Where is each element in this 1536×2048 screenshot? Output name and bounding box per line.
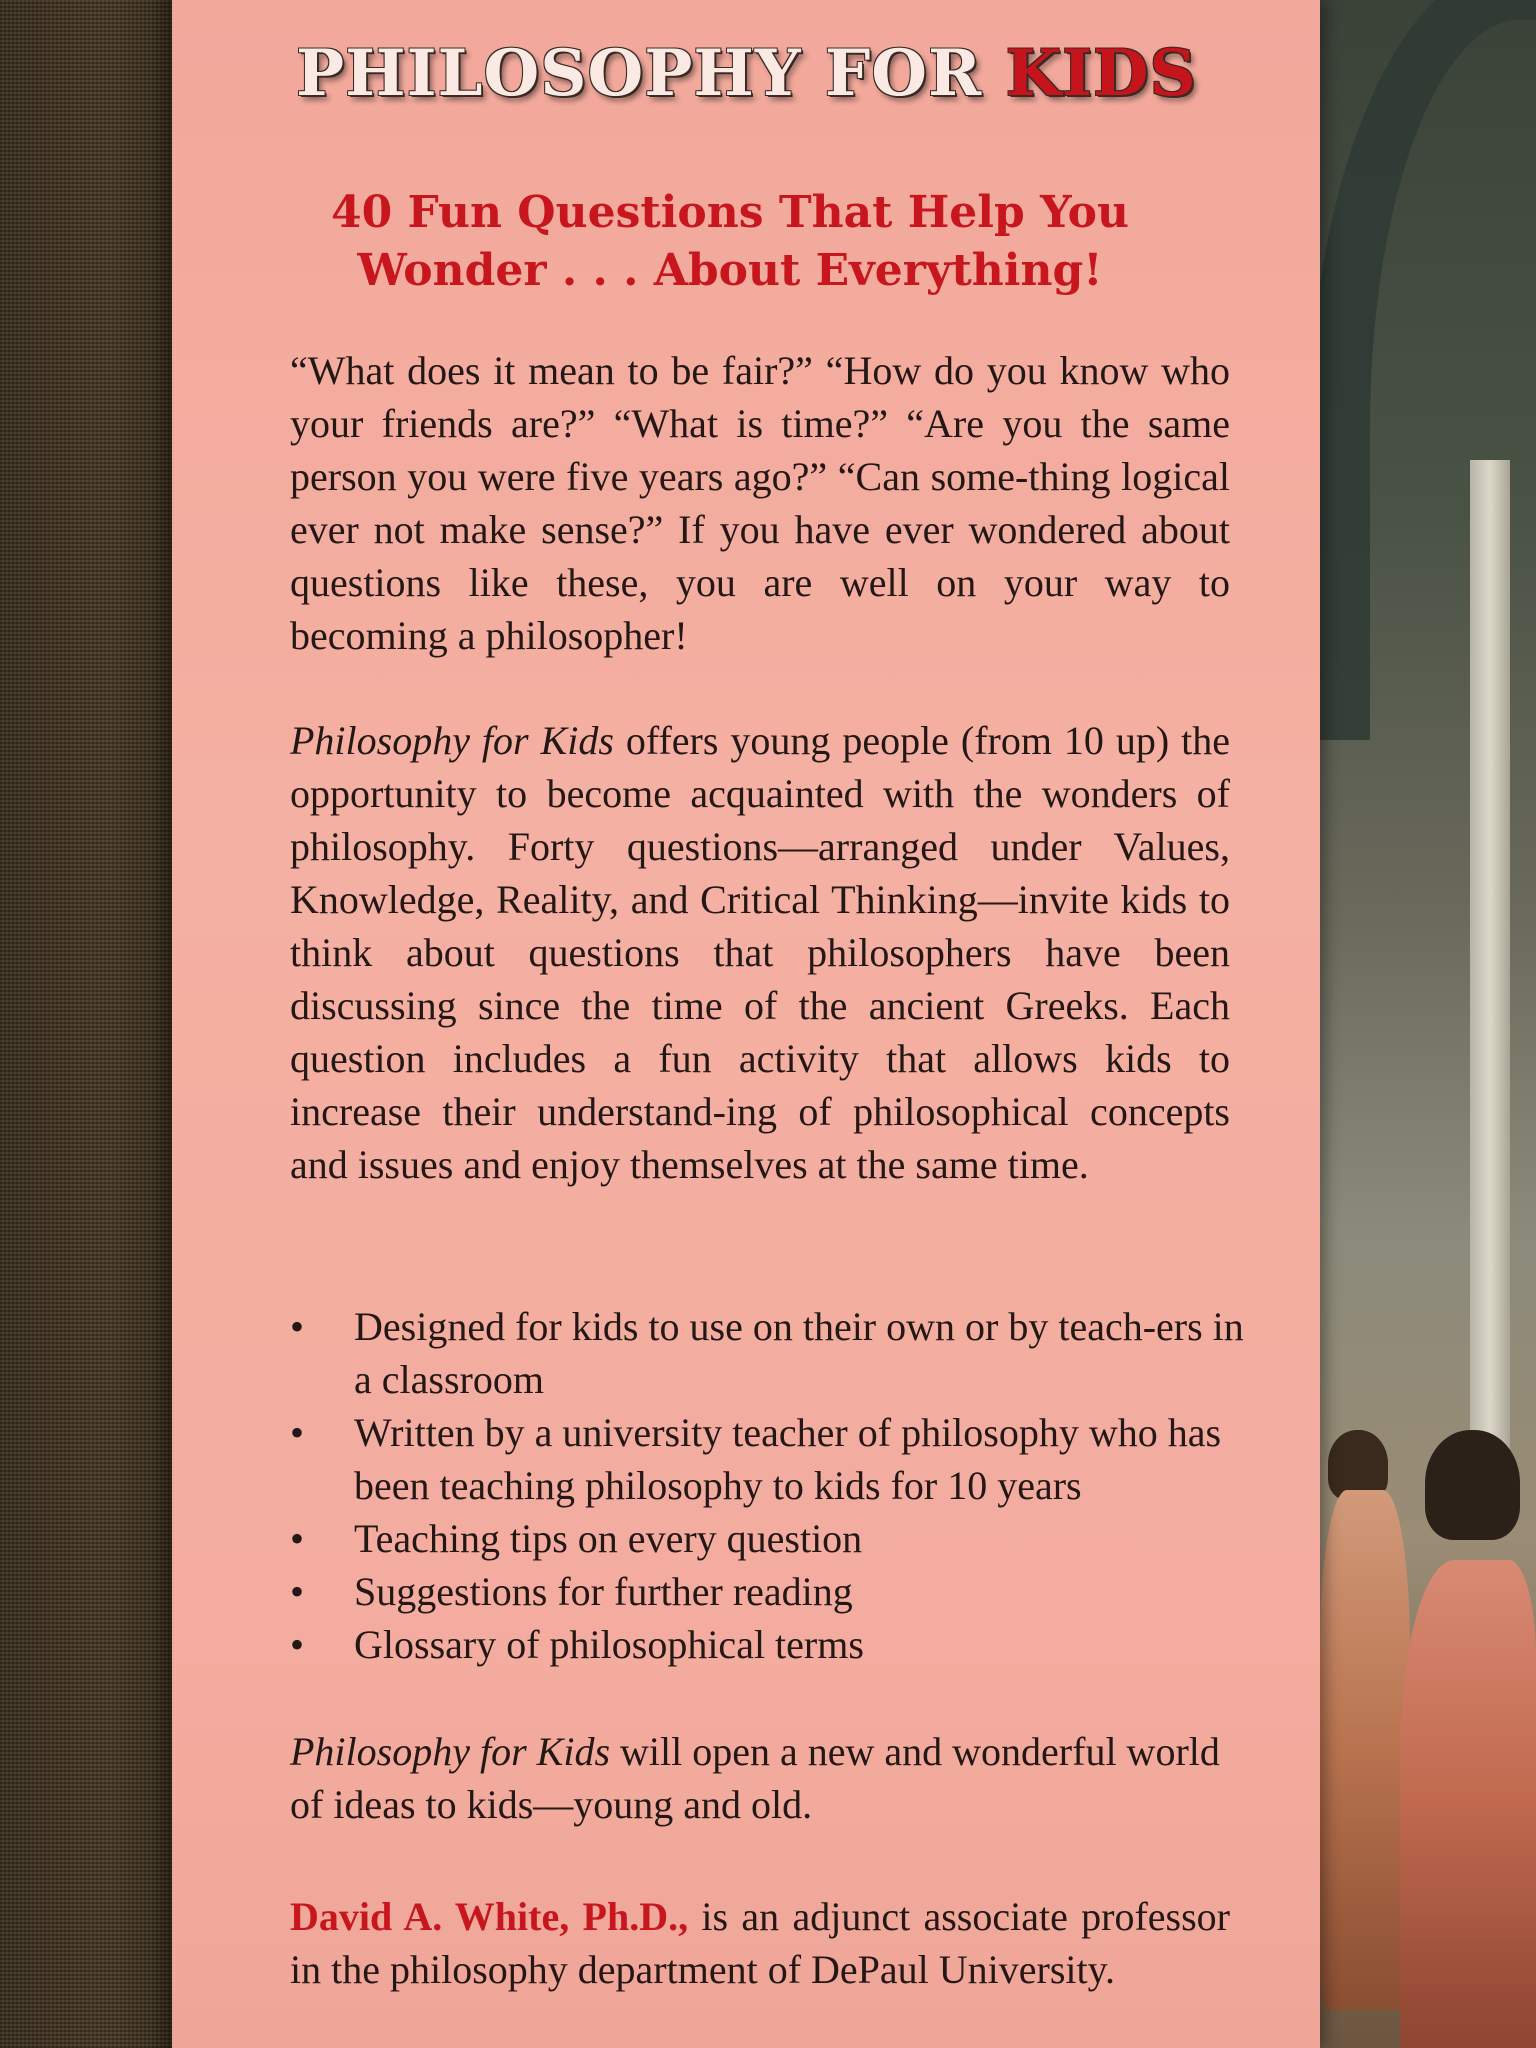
intro-paragraph: “What does it mean to be fair?” “How do you know who your friends are?” “What is time?” “Are you the same person you were five years ago?” “Can some-thing logical ever not make sense?” If you have ever wondered about questions like these, you are well on your way to becoming a philosopher! bbox=[290, 348, 1230, 658]
list-item: • Suggestions for further reading bbox=[290, 1565, 1250, 1618]
description-text: offers young people (from 10 up) the opportunity to become acquainted with the wonders of philosophy. Forty questions—arranged under Values, Knowledge, Reality, and Critical Thinking—invite kids to think about questions that philosophers have been discussing since the time of the ancient Greeks. Each question includes a fun activity that allows kids to increase their understand-ing of philosophical concepts and issues and enjoy themselves at the same time. bbox=[290, 718, 1230, 1187]
list-item: • Teaching tips on every question bbox=[290, 1512, 1250, 1565]
title-main: PHILOSOPHY FOR bbox=[296, 36, 1006, 111]
list-item: • Designed for kids to use on their own or by teach-ers in a classroom bbox=[290, 1300, 1250, 1406]
description-paragraph bbox=[290, 714, 1230, 1191]
author-bio-text: is an adjunct associate professor in the philosophy department of DePaul University. bbox=[290, 1894, 1231, 1992]
author-name: David A. White, Ph.D., bbox=[290, 1894, 689, 1939]
subtitle-line: 40 Fun Questions That Help You bbox=[330, 187, 1130, 238]
book-title-italic: Philosophy for Kids bbox=[290, 1729, 611, 1774]
feature-list bbox=[290, 1300, 1250, 1671]
painted-figure bbox=[1320, 1490, 1410, 2010]
closing-text: will open a new and wonderful world of ideas to kids—young and old. bbox=[290, 1729, 1220, 1827]
book-subtitle bbox=[300, 184, 1160, 300]
book-title-italic: Philosophy for Kids bbox=[290, 718, 614, 763]
book-title bbox=[296, 36, 1197, 111]
painted-column bbox=[1470, 460, 1510, 1460]
title-accent: KIDS bbox=[1005, 36, 1197, 111]
author-bio bbox=[290, 1890, 1230, 1996]
list-item: • Glossary of philosophical terms bbox=[290, 1618, 1250, 1671]
subtitle-line: Wonder . . . About Everything! bbox=[357, 245, 1103, 296]
closing-paragraph bbox=[290, 1725, 1230, 1831]
painted-figure bbox=[1425, 1430, 1520, 1540]
painted-figure bbox=[1400, 1560, 1536, 2048]
list-item: • Written by a university teacher of philosophy who has been teaching philosophy to kids for 10 years bbox=[290, 1406, 1250, 1512]
